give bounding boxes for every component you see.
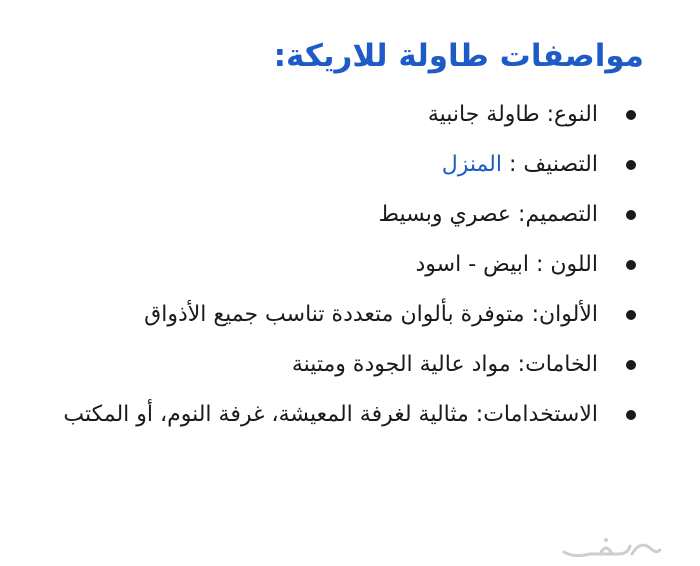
- category-link[interactable]: المنزل: [441, 152, 502, 177]
- spec-value: مثالية لغرفة المعيشة، غرفة النوم، أو المكتب: [63, 402, 469, 427]
- bullet-icon: [626, 160, 636, 170]
- spec-label: الاستخدامات:: [475, 402, 598, 427]
- spec-item-type: [40, 90, 644, 140]
- spec-label: التصميم:: [518, 202, 598, 227]
- bullet-icon: [626, 210, 636, 220]
- haraj-watermark-logo: [560, 534, 664, 560]
- spec-list: [40, 90, 644, 440]
- spec-item-colors: [40, 290, 644, 340]
- bullet-icon: [626, 110, 636, 120]
- spec-value: متوفرة بألوان متعددة تناسب جميع الأذواق: [144, 302, 525, 327]
- spec-value: مواد عالية الجودة ومتينة: [291, 352, 511, 377]
- spec-value: طاولة جانبية: [427, 102, 540, 127]
- spec-label: التصنيف :: [509, 152, 598, 177]
- bullet-icon: [626, 410, 636, 420]
- page-title: مواصفات طاولة للاريكة:: [273, 38, 644, 74]
- spec-item-category: [40, 140, 644, 190]
- spec-item-materials: [40, 340, 644, 390]
- spec-value: ابيض - اسود: [415, 252, 529, 277]
- spec-value: عصري وبسيط: [378, 202, 512, 227]
- spec-label: اللون :: [535, 252, 598, 277]
- spec-item-color: [40, 240, 644, 290]
- spec-label: الخامات:: [517, 352, 598, 377]
- spec-item-design: [40, 190, 644, 240]
- bullet-icon: [626, 310, 636, 320]
- bullet-icon: [626, 260, 636, 270]
- spec-label: الألوان:: [531, 302, 598, 327]
- bullet-icon: [626, 360, 636, 370]
- spec-item-uses: [40, 390, 644, 440]
- spec-label: النوع:: [546, 102, 598, 127]
